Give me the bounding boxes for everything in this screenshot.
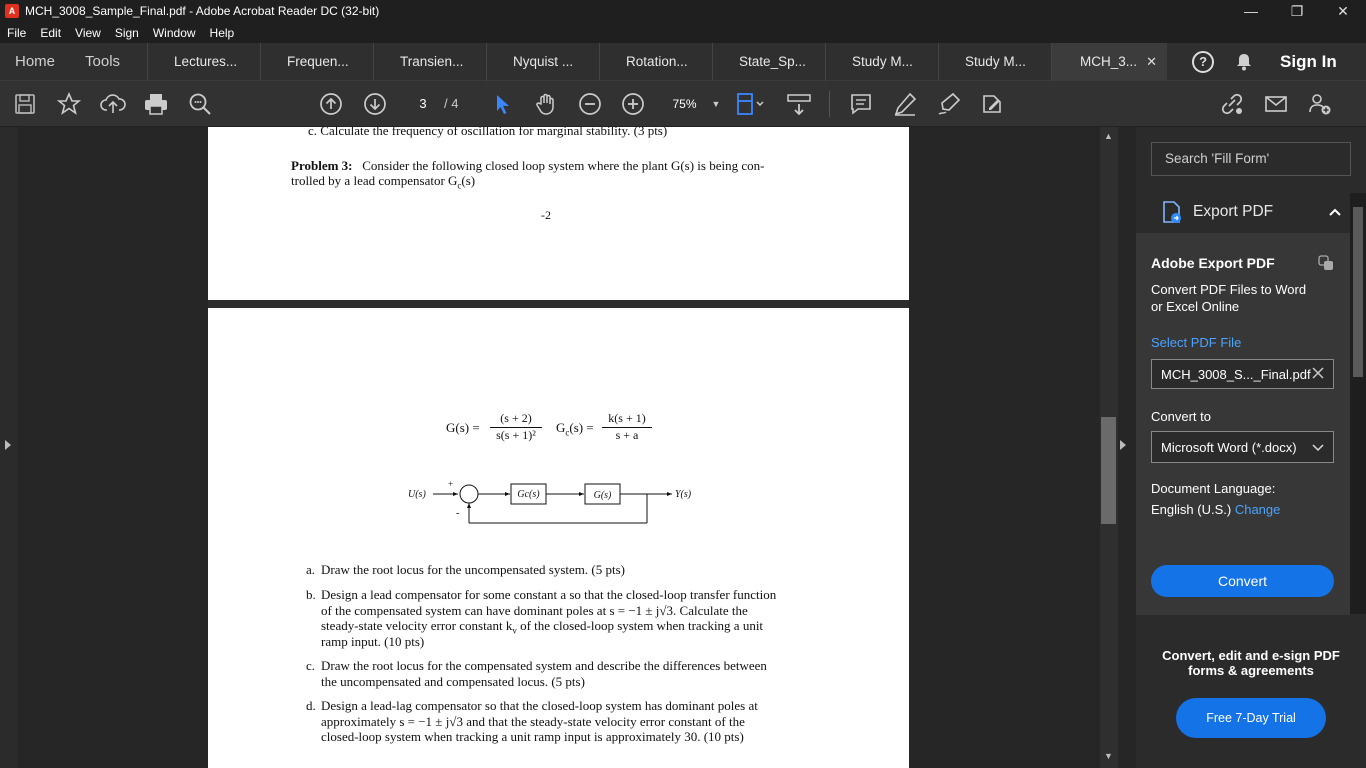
select-pdf-file-link[interactable]: Select PDF File bbox=[1151, 335, 1242, 350]
next-page-icon[interactable] bbox=[362, 91, 388, 117]
active-doc-tab-label: MCH_3... bbox=[1080, 54, 1138, 69]
copy-icon[interactable] bbox=[1318, 255, 1334, 276]
chevron-up-icon[interactable] bbox=[1328, 205, 1342, 220]
menu-edit[interactable]: Edit bbox=[40, 25, 62, 40]
page-total: / 4 bbox=[444, 96, 459, 111]
menu-sign[interactable]: Sign bbox=[114, 25, 139, 40]
zoom-out-icon[interactable] bbox=[577, 91, 603, 117]
diagram-output-label: Y(s) bbox=[675, 489, 692, 500]
promo-text: Convert, edit and e-sign PDF forms & agreements bbox=[1162, 648, 1340, 678]
export-pdf-panel bbox=[1136, 233, 1350, 615]
print-icon[interactable] bbox=[143, 91, 169, 117]
problem-3-line-1 bbox=[291, 158, 764, 174]
doc-tab[interactable]: Frequen... bbox=[260, 43, 373, 81]
clear-file-icon[interactable] bbox=[1312, 367, 1324, 382]
doc-tab[interactable]: Rotation... bbox=[599, 43, 712, 81]
eq-gc-denominator: s + a bbox=[615, 428, 639, 442]
page-gap bbox=[208, 300, 909, 308]
eq-gc-lhs-s: (s) = bbox=[569, 420, 594, 435]
fit-page-icon[interactable] bbox=[734, 91, 768, 117]
page-number-input[interactable]: 3 bbox=[419, 96, 427, 111]
item-a-text: Draw the root locus for the uncompensated system. (5 pts) bbox=[321, 562, 625, 577]
item-b-line-4: ramp input. (10 pts) bbox=[321, 633, 425, 649]
doc-tab[interactable]: Study M... bbox=[938, 43, 1051, 81]
item-c-label: c. bbox=[306, 658, 316, 673]
close-window-button[interactable]: ✕ bbox=[1337, 2, 1349, 19]
diagram-block-g: G(s) bbox=[593, 490, 612, 501]
highlight-pen-icon[interactable] bbox=[892, 91, 918, 117]
eq-g-lhs: G(s) = bbox=[446, 420, 480, 435]
block-diagram bbox=[398, 473, 718, 533]
page1-item-c: c. Calculate the frequency of oscillation for marginal stability. (3 pts) bbox=[308, 127, 668, 138]
selected-file-name: MCH_3008_S..._Final.pdf bbox=[1161, 366, 1311, 382]
eq-g-denominator: s(s + 1)² bbox=[496, 428, 536, 442]
pdf-page-3 bbox=[208, 127, 909, 300]
scroll-mode-icon[interactable] bbox=[786, 91, 812, 117]
doc-tab[interactable]: Nyquist ... bbox=[486, 43, 599, 81]
chevron-down-icon: ▼ bbox=[711, 98, 721, 109]
zoom-in-icon[interactable] bbox=[620, 91, 646, 117]
menu-bar bbox=[0, 22, 1366, 43]
toolbar-divider bbox=[829, 91, 830, 117]
export-description: Convert PDF Files to Word or Excel Online bbox=[1151, 282, 1307, 314]
sign-pen-icon[interactable] bbox=[936, 91, 962, 117]
document-scrollbar[interactable] bbox=[1100, 127, 1118, 768]
problem-label: Problem 3: bbox=[291, 158, 353, 173]
restore-button[interactable]: ❐ bbox=[1290, 2, 1304, 19]
fill-sign-icon[interactable] bbox=[979, 91, 1005, 117]
close-tab-icon[interactable]: ✕ bbox=[1146, 53, 1158, 69]
add-user-icon[interactable] bbox=[1307, 91, 1333, 117]
search-fill-form-input[interactable]: Search 'Fill Form' bbox=[1151, 142, 1351, 176]
zoom-search-icon[interactable] bbox=[187, 91, 213, 117]
active-doc-tab[interactable] bbox=[1051, 43, 1167, 81]
scrollbar-thumb[interactable] bbox=[1101, 417, 1116, 524]
title-bar bbox=[0, 0, 1366, 22]
tab-home[interactable]: Home bbox=[15, 53, 56, 70]
menu-file[interactable]: File bbox=[7, 25, 27, 40]
problem-3-line-2: trolled by a lead compensator $G_c(s)$ bbox=[291, 173, 476, 191]
share-link-icon[interactable] bbox=[1219, 91, 1245, 117]
select-cursor-icon[interactable] bbox=[490, 91, 516, 117]
free-trial-button[interactable]: Free 7-Day Trial bbox=[1176, 698, 1326, 738]
acrobat-app-icon: A bbox=[5, 4, 19, 18]
chevron-down-icon bbox=[1312, 440, 1324, 455]
document-language bbox=[1151, 478, 1280, 520]
item-d-line-2: approximately s = −1 ± j√3 and that the steady-state velocity error constant of the bbox=[321, 713, 745, 729]
collapse-right-pane-icon[interactable] bbox=[1120, 440, 1126, 450]
diagram-block-gc: Gc(s) bbox=[517, 489, 540, 500]
convert-format-select[interactable] bbox=[1151, 431, 1334, 463]
right-pane-scrollbar[interactable] bbox=[1350, 193, 1366, 614]
doc-tab[interactable]: State_Sp... bbox=[712, 43, 825, 81]
eq-gc-lhs: $G_c(s)$ = bbox=[556, 420, 594, 438]
comment-icon[interactable] bbox=[848, 91, 874, 117]
sign-in-button[interactable]: Sign In bbox=[1280, 51, 1337, 71]
menu-view[interactable]: View bbox=[75, 25, 101, 40]
item-a-label: a. bbox=[306, 562, 316, 577]
tab-bar bbox=[0, 43, 1366, 81]
item-d-line-3: closed-loop system when tracking a unit ramp input is approximately 30. (10 pts) bbox=[321, 729, 744, 744]
email-icon[interactable] bbox=[1263, 91, 1289, 117]
eq-gc-numerator: k(s + 1) bbox=[608, 411, 646, 425]
export-pdf-icon bbox=[1161, 200, 1183, 224]
doc-tab[interactable]: Study M... bbox=[825, 43, 938, 81]
problem-text-2: trolled by a lead compensator G bbox=[291, 173, 458, 188]
bell-icon[interactable] bbox=[1234, 51, 1254, 73]
right-pane-scrollbar-thumb[interactable] bbox=[1353, 207, 1363, 377]
item-c-line-1: Draw the root locus for the compensated system and describe the differences between bbox=[321, 658, 767, 673]
document-language-value: English (U.S.) bbox=[1151, 502, 1232, 517]
item-b-line-2: of the compensated system can have dominant poles at s = −1 ± j√3. Calculate the bbox=[321, 602, 748, 618]
document-language-label: Document Language: bbox=[1151, 481, 1276, 496]
item-b-line-1: Design a lead compensator for some constant a so that the closed-loop transfer function bbox=[321, 587, 777, 602]
zoom-level-select[interactable] bbox=[662, 93, 722, 115]
eq-gc-lhs-g: G bbox=[556, 420, 566, 435]
bookmark-star-icon[interactable] bbox=[56, 91, 82, 117]
diagram-input-label: U(s) bbox=[408, 489, 426, 500]
window-title: MCH_3008_Sample_Final.pdf - Adobe Acrobat Reader DC (32-bit) bbox=[25, 4, 380, 18]
document-viewport[interactable] bbox=[0, 127, 1136, 768]
toolbar bbox=[0, 81, 1366, 127]
problem-text: Consider the following closed loop system where the plant G(s) is being con- bbox=[362, 158, 765, 173]
convert-to-label: Convert to bbox=[1151, 409, 1211, 424]
expand-left-panel-icon[interactable] bbox=[5, 440, 11, 450]
item-b-label: b. bbox=[306, 587, 316, 602]
zoom-level-value: 75% bbox=[672, 96, 697, 111]
selected-file-field[interactable] bbox=[1151, 359, 1334, 389]
convert-button[interactable]: Convert bbox=[1151, 565, 1334, 597]
change-language-link[interactable]: Change bbox=[1234, 502, 1281, 517]
hand-tool-icon[interactable] bbox=[534, 91, 560, 117]
previous-page-icon[interactable] bbox=[318, 91, 344, 117]
item-b-line-3: steady-state velocity error constant $k_v$ of the closed-loop system when tracking a unit bbox=[321, 618, 764, 636]
item-b-line-3b: of the closed-loop system when tracking a unit bbox=[516, 618, 764, 633]
export-pdf-header[interactable] bbox=[1136, 191, 1350, 233]
right-tools-pane bbox=[1136, 127, 1366, 768]
upload-cloud-icon[interactable] bbox=[100, 91, 126, 117]
menu-help[interactable]: Help bbox=[209, 25, 235, 40]
item-c-line-2: the uncompensated and compensated locus. (5 pts) bbox=[321, 673, 585, 689]
item-d-line-1: Design a lead-lag compensator so that the closed-loop system has dominant poles at bbox=[321, 698, 758, 713]
eq-g-numerator: (s + 2) bbox=[500, 411, 532, 425]
diagram-minus-sign: - bbox=[456, 508, 460, 519]
diagram-plus-sign: + bbox=[448, 479, 454, 489]
adobe-export-pdf-title: Adobe Export PDF bbox=[1151, 255, 1275, 271]
convert-format-value: Microsoft Word (*.docx) bbox=[1161, 439, 1297, 455]
pdf-page-4 bbox=[208, 308, 909, 768]
doc-tab[interactable]: Transien... bbox=[373, 43, 486, 81]
problem-text-2b: (s) bbox=[461, 173, 476, 188]
doc-tab[interactable]: Lectures... bbox=[147, 43, 260, 81]
help-icon[interactable]: ? bbox=[1192, 51, 1214, 73]
scroll-down-icon[interactable]: ▼ bbox=[1104, 751, 1113, 761]
item-b-line-3a: steady-state velocity error constant k bbox=[321, 618, 513, 633]
save-icon[interactable] bbox=[12, 91, 38, 117]
export-pdf-title: Export PDF bbox=[1193, 203, 1274, 220]
item-d-label: d. bbox=[306, 698, 316, 713]
page-number-label: -2 bbox=[541, 208, 551, 222]
minimize-button[interactable]: — bbox=[1244, 3, 1258, 19]
menu-window[interactable]: Window bbox=[152, 25, 196, 40]
scroll-up-icon[interactable]: ▲ bbox=[1104, 131, 1113, 141]
tab-tools[interactable]: Tools bbox=[85, 53, 121, 70]
